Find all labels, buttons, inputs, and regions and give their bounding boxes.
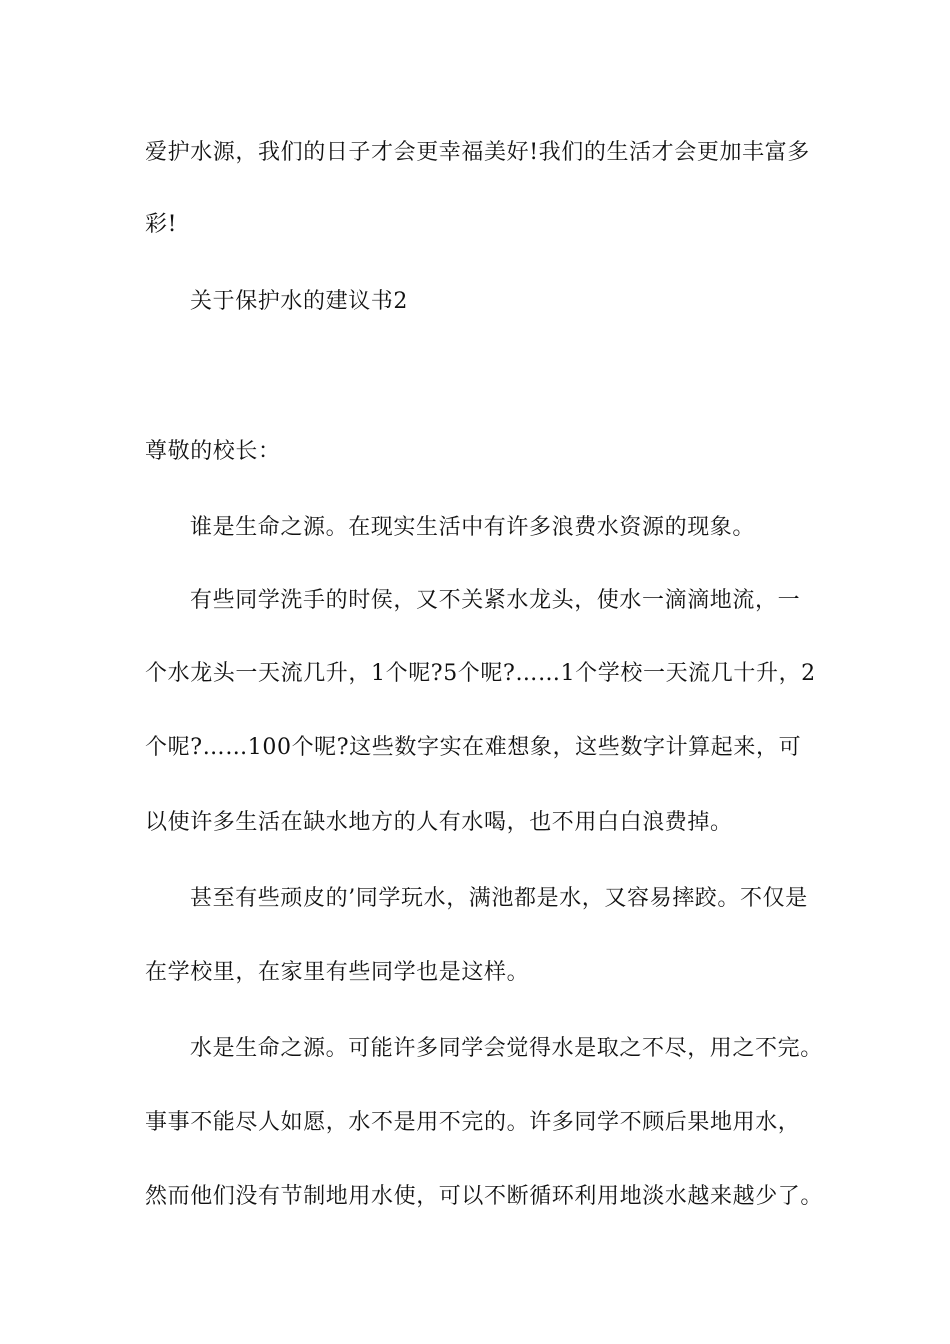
text-line: 个呢?……100个呢?这些数字实在难想象，这些数字计算起来，可	[145, 735, 802, 760]
text-line: 彩!	[145, 212, 178, 237]
text-line: 以使许多生活在缺水地方的人有水喝，也不用白白浪费掉。	[145, 810, 733, 835]
text-line: 谁是生命之源。在现实生活中有许多浪费水资源的现象。	[190, 515, 756, 540]
text-line: 水是生命之源。可能许多同学会觉得水是取之不尽，用之不完。	[190, 1036, 823, 1061]
salutation: 尊敬的校长：	[145, 439, 281, 464]
section-title: 关于保护水的建议书2	[190, 289, 408, 314]
text-line: 有些同学洗手的时侯，又不关紧水龙头，使水一滴滴地流，一	[190, 588, 801, 613]
text-line: 甚至有些顽皮的’同学玩水，满池都是水，又容易摔跤。不仅是	[190, 886, 808, 911]
text-line: 事事不能尽人如愿，水不是用不完的。许多同学不顾后果地用水，	[145, 1110, 801, 1135]
text-line: 爱护水源，我们的日子才会更幸福美好!我们的生活才会更加丰富多	[145, 140, 810, 165]
text-line: 然而他们没有节制地用水使，可以不断循环利用地淡水越来越少了。	[145, 1184, 824, 1209]
text-line: 在学校里，在家里有些同学也是这样。	[145, 960, 530, 985]
text-line: 个水龙头一天流几升，1个呢?5个呢?……1个学校一天流几十升，2	[145, 661, 816, 686]
